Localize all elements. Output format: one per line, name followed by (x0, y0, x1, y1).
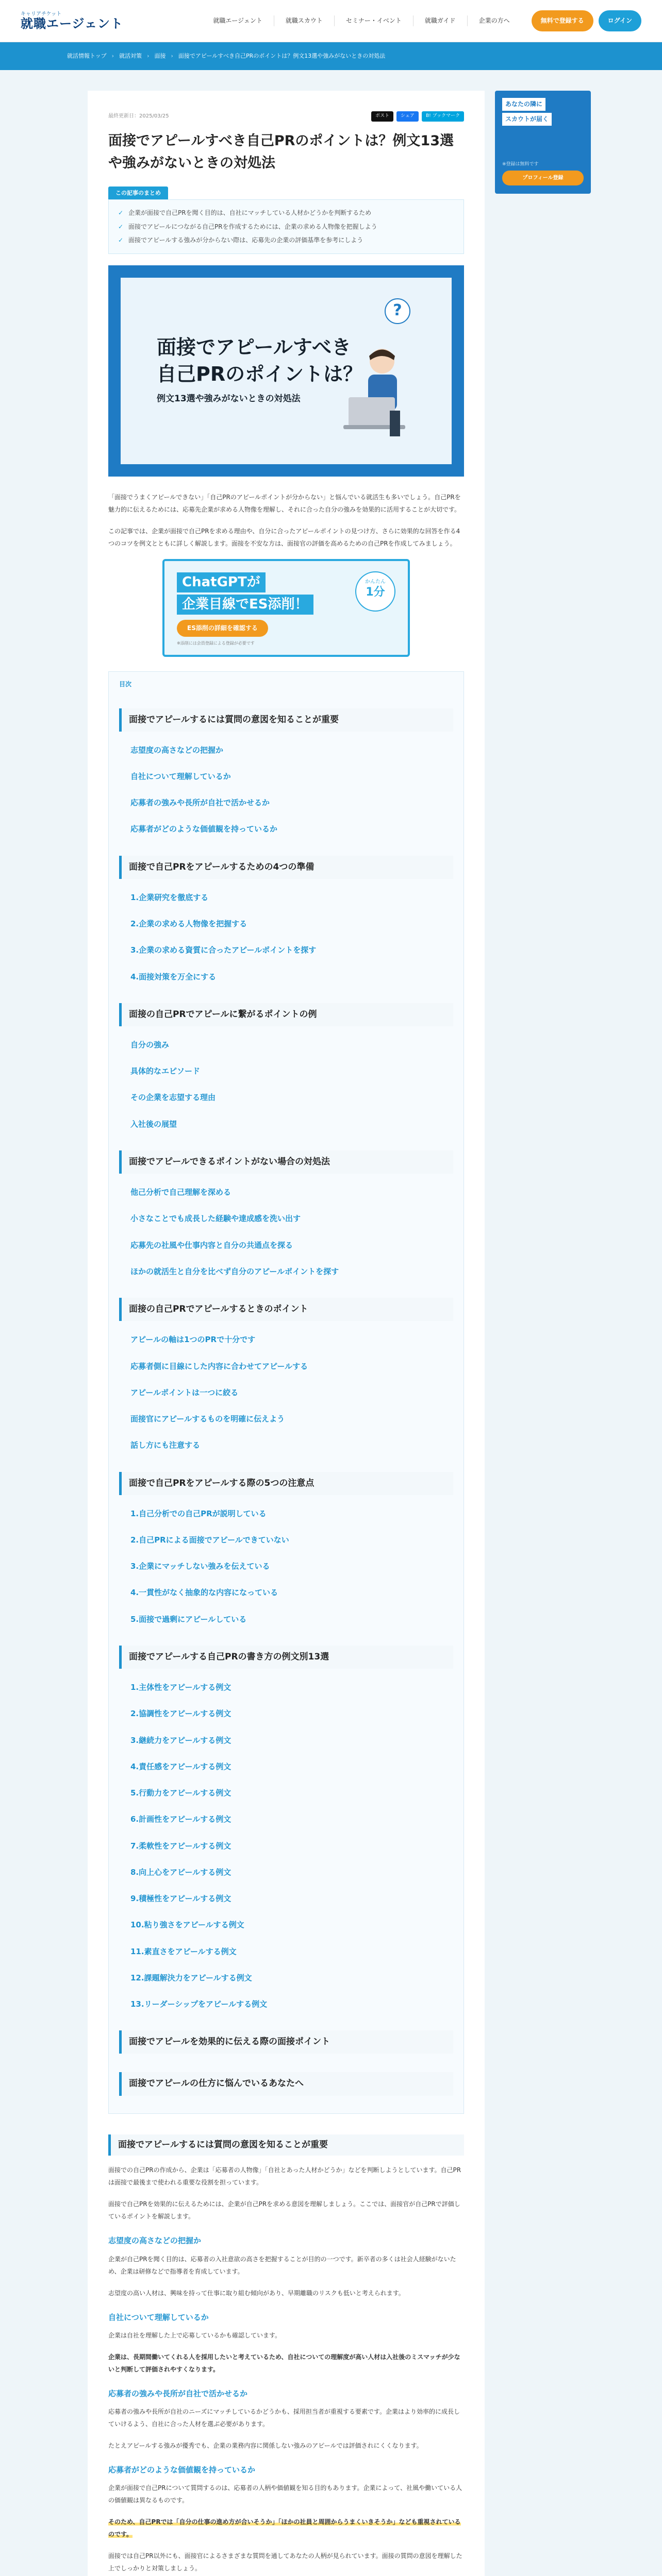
breadcrumb (0, 42, 662, 70)
nav-item-scout[interactable]: 就職スカウト (274, 15, 335, 26)
toc-item-section[interactable]: 面接でアピールする自己PRの書き方の例文別13選 (119, 1646, 453, 1669)
toc-item-subsection[interactable]: 13.リーダーシップをアピールする例文 (130, 1999, 268, 2009)
summary-item: ✓ 面接でアピールにつながる自己PRを作成するためには、企業の求める人物像を把握しよう (118, 220, 454, 233)
banner-cta-button[interactable]: ES添削の詳細を確認する (177, 620, 268, 637)
paragraph-strong: 企業は、長期間働いてくれる人を採用したいと考えているため、自社についての理解度が高い人材は入社後のミスマッチが少ないと判断して評価されやすくなります。 (108, 2353, 460, 2373)
toc-item-subsection[interactable]: 志望度の高さなどの把握か (130, 745, 224, 755)
toc-item-subsection[interactable]: 1.自己分析での自己PRが説明している (130, 1509, 267, 1518)
subsection-heading: 応募者がどのような価値観を持っているか (108, 2465, 256, 2475)
nav-item-guide[interactable]: 就職ガイド (413, 15, 468, 26)
paragraph: 面接での自己PRの作成から、企業は「応募者の人物像」「自社とあった人材かどうか」などを判断しようとしています。自己PRは面接で最後まで使われる重要な役割を担っています。 (108, 2166, 461, 2187)
toc-item-subsection[interactable]: 6.計画性をアピールする例文 (130, 1815, 231, 1824)
hero-image (108, 265, 464, 477)
sidebar-line1: あなたの隣に (502, 98, 545, 111)
breadcrumb-item[interactable]: 面接 (154, 53, 166, 60)
site-header (0, 0, 662, 42)
hero-title-line2: 自己PRのポイントは？ (157, 362, 363, 385)
header-buttons (532, 10, 641, 31)
paragraph: 企業が自己PRを聞く目的は、応募者の入社意欲の高さを把握することが目的の一つです。新卒者の多くは社会人経験がないため、企業は研修などで指導者を育成しています。 (108, 2255, 456, 2275)
paragraph: 応募者の強みや長所が自社のニーズにマッチしているかどうかも、採用担当者が重視する要素です。企業はより効率的に成長していけるよう、自社に合った人材を選ぶ必要があります。 (108, 2408, 460, 2428)
toc-item-subsection[interactable]: 1.企業研究を徹底する (130, 892, 209, 902)
breadcrumb-current: 面接でアピールすべき自己PRのポイントは？例文13選や強みがないときの対処法 (178, 53, 386, 60)
article-meta (108, 111, 464, 122)
content-wrap (0, 70, 662, 2576)
table-of-contents (108, 671, 464, 2114)
toc-item-subsection[interactable]: 9.積極性をアピールする例文 (130, 1894, 231, 1904)
badge-top: かんたん (365, 579, 386, 585)
toc-item-section[interactable]: 面接で自己PRをアピールする際の5つの注意点 (119, 1472, 453, 1495)
breadcrumb-item[interactable]: 就活情報トップ (67, 53, 107, 60)
toc-item-section[interactable]: 面接の自己PRでアピールするときのポイント (119, 1298, 453, 1321)
summary-box (108, 199, 464, 253)
toc-item-subsection[interactable]: 2.協調性をアピールする例文 (130, 1709, 231, 1719)
toc-item-subsection[interactable]: 応募者側に目線にした内容に合わせてアピールする (130, 1361, 308, 1371)
section-heading: 面接でアピールするには質問の意図を知ることが重要 (108, 2134, 464, 2156)
nav-item-company[interactable]: 企業の方へ (478, 17, 510, 24)
toc-item-subsection[interactable]: 自分の強み (130, 1040, 170, 1049)
toc-item-subsection[interactable]: 小さなことでも成長した経験や達成感を洗い出す (130, 1214, 301, 1224)
toc-item-subsection[interactable]: 7.柔軟性をアピールする例文 (130, 1841, 231, 1851)
sidebar-cta-button[interactable]: プロフィール登録 (502, 171, 584, 186)
banner-title-line2: 企業目線でES添削！ (177, 595, 313, 615)
toc-item-subsection[interactable]: 12.課題解決力をアピールする例文 (130, 1973, 252, 1982)
page-title: 面接でアピールすべき自己PRのポイントは？例文13選や強みがないときの対処法 (108, 132, 454, 171)
chevron-right-icon: › (147, 53, 150, 60)
toc-item-subsection[interactable]: 10.粘り強さをアピールする例文 (130, 1920, 244, 1930)
toc-item-subsection[interactable]: 応募者がどのような価値観を持っているか (130, 824, 278, 834)
toc-item-subsection[interactable]: 応募先の社風や仕事内容と自分の共通点を探る (130, 1240, 293, 1250)
toc-item-subsection[interactable]: 他己分析で自己理解を深める (130, 1188, 231, 1197)
sidebar-scout-banner[interactable] (495, 91, 591, 194)
sidebar (495, 91, 591, 2576)
toc-item-subsection[interactable]: 3.企業の求める資質に合ったアピールポイントを探す (130, 945, 317, 955)
site-logo[interactable] (21, 11, 123, 30)
toc-item-subsection[interactable]: ほかの就活生と自分を比べず自分のアピールポイントを探す (130, 1266, 339, 1276)
sidebar-note: ※登録は無料です (502, 162, 539, 167)
toc-item-subsection[interactable]: 具体的なエピソード (130, 1066, 201, 1076)
toc-item-subsection[interactable]: 入社後の展望 (130, 1119, 177, 1129)
toc-item-subsection[interactable]: 8.向上心をアピールする例文 (130, 1867, 231, 1877)
article (88, 91, 485, 2576)
toc-item-subsection[interactable]: 話し方にも注意する (130, 1440, 201, 1450)
toc-item-subsection[interactable]: 3.継続力をアピールする例文 (130, 1735, 231, 1745)
logo-sub: キャリアチケット (21, 11, 62, 17)
paragraph: 企業が面接で自己PRについて質問するのは、応募者の人柄や価値観を知る目的もあります。企業によって、社風や働いている人の価値観は異なるものです。 (108, 2484, 462, 2504)
hero-title-line1: 面接でアピールすべき (157, 336, 351, 359)
toc-item-section[interactable]: 面接の自己PRでアピールに繋がるポイントの例 (119, 1003, 453, 1026)
summary-label: この記事のまとめ (108, 187, 168, 199)
login-button[interactable]: ログイン (599, 10, 641, 31)
sidebar-line2: スカウトが届く (502, 113, 552, 126)
toc-item-subsection[interactable]: アピールポイントは一つに絞る (130, 1387, 239, 1397)
toc-item-subsection[interactable]: 応募者の強みや長所が自社で活かせるか (130, 798, 270, 808)
breadcrumb-item[interactable]: 就活対策 (119, 53, 142, 60)
logo-main: 就職エージェント (21, 16, 124, 31)
toc-item-subsection[interactable]: 5.行動力をアピールする例文 (130, 1788, 231, 1798)
toc-item-subsection[interactable]: アピールの軸は1つのPRで十分です (130, 1335, 256, 1345)
nav-item-agent[interactable]: 就職エージェント (202, 15, 274, 26)
toc-item-section[interactable]: 面接でアピールするには質問の意図を知ることが重要 (119, 708, 453, 732)
share-hatena-button[interactable]: B! ブックマーク (422, 111, 464, 122)
toc-item-subsection[interactable]: 1.主体性をアピールする例文 (130, 1683, 231, 1692)
toc-list (119, 708, 453, 2096)
banner-badge (355, 571, 395, 612)
es-review-banner[interactable] (162, 559, 410, 657)
toc-heading: 目次 (119, 680, 132, 688)
toc-item-subsection[interactable]: 4.一貫性がなく抽象的な内容になっている (130, 1588, 278, 1598)
toc-item-subsection[interactable]: 3.企業にマッチしない強みを伝えている (130, 1562, 270, 1571)
share-facebook-button[interactable]: シェア (396, 111, 419, 122)
banner-title-line1: ChatGPTが (177, 572, 266, 592)
toc-item-subsection[interactable]: 2.自己PRによる面接でアピールできていない (130, 1535, 289, 1545)
chevron-right-icon: › (111, 53, 114, 60)
subsection-heading: 志望度の高さなどの把握か (108, 2236, 202, 2246)
intro-paragraph: 「面接でうまくアピールできない」「自己PRのアピールポイントが分からない」と悩んでいる就活生も多いでしょう。自己PRを魅力的に伝えるためには、応募先企業が求める人物像を理解し、それに合った自分の強みを効果的に活用することが大切です。 (108, 493, 461, 513)
toc-item-subsection[interactable]: 11.素直さをアピールする例文 (130, 1946, 237, 1956)
share-buttons (371, 111, 464, 122)
paragraph: たとえアピールする強みが優秀でも、企業の業務内容に関係しない強みのアピールでは評価されにくくなります。 (108, 2442, 423, 2450)
subsection-heading: 自社について理解しているか (108, 2312, 209, 2322)
toc-item-subsection[interactable]: 2.企業の求める人物像を把握する (130, 919, 247, 929)
register-button[interactable]: 無料で登録する (532, 10, 593, 31)
chevron-right-icon: › (171, 53, 173, 60)
badge-main: 1分 (366, 585, 385, 599)
paragraph: 志望度の高い人材は、興味を持って仕事に取り組む傾向があり、早期離職のリスクも低いと考えられます。 (108, 2289, 405, 2297)
summary-item: ✓ 面接でアピールする強みが分からない際は、応募先の企業の評価基準を参考にしよう (118, 233, 454, 247)
summary-item: ✓ 企業が面接で自己PRを聞く目的は、自社にマッチしている人材かどうかを判断するため (118, 206, 454, 219)
toc-item-subsection[interactable]: 4.責任感をアピールする例文 (130, 1761, 231, 1771)
question-bubble-icon: ? (385, 298, 410, 324)
hero-subtitle: 例文13選や強みがないときの対処法 (157, 393, 301, 404)
intro-paragraph: この記事では、企業が面接で自己PRを求める理由や、自分に合ったアピールポイントの見つけ方、さらに効果的な回答を作る4つのコツを例文とともに詳しく解説します。面接を不安な方は、面接官の評価を高めるための自己PRを作成してみましょう。 (108, 527, 460, 547)
hero-inner (121, 278, 452, 464)
toc-item-section[interactable]: 面接でアピールできるポイントがない場合の対処法 (119, 1150, 453, 1174)
toc-item-section[interactable]: 面接でアピールの仕方に悩んでいるあなたへ (119, 2072, 453, 2095)
toc-item-subsection[interactable]: 4.面接対策を万全にする (130, 972, 217, 981)
share-x-button[interactable]: ポスト (371, 111, 393, 122)
banner-note: ※添削には会員登録による登録が必要です (177, 640, 255, 646)
toc-item-subsection[interactable]: その企業を志望する理由 (130, 1093, 216, 1103)
toc-item-subsection[interactable]: 面接官にアピールするものを明確に伝えよう (130, 1414, 285, 1423)
subsection-heading: 応募者の強みや長所が自社で活かせるか (108, 2388, 248, 2398)
toc-item-section[interactable]: 面接でアピールを効果的に伝える際の面接ポイント (119, 2030, 453, 2054)
highlighted-text: そのため、自己PRでは「自分の仕事の進め方が合いそうか」「ほかの社員と周囲からうまくいきそうか」なども重視されているのです。 (108, 2518, 461, 2538)
paragraph: 面接で自己PRを効果的に伝えるためには、企業が自己PRを求める意図を理解しましょう。ここでは、面接官が自己PRで評価しているポイントを解説します。 (108, 2200, 460, 2221)
toc-item-subsection[interactable]: 自社について理解しているか (130, 771, 231, 781)
updated-date: 最終更新日：2025/03/25 (108, 113, 169, 120)
paragraph: 企業は自社を理解した上で応募しているかも確認しています。 (108, 2331, 282, 2339)
nav-item-seminar[interactable]: セミナー・イベント (335, 15, 413, 26)
toc-item-subsection[interactable]: 5.面接で過剰にアピールしている (130, 1614, 247, 1624)
person-with-laptop-icon (333, 341, 421, 438)
toc-item-section[interactable]: 面接で自己PRをアピールするための4つの準備 (119, 856, 453, 879)
global-nav (202, 15, 521, 26)
paragraph: 面接では自己PR以外にも、面接官によるさまざまな質問を通してあなたの人柄が見られています。面接の質問の意図を理解した上でしっかりと対策しましょう。 (108, 2552, 462, 2572)
